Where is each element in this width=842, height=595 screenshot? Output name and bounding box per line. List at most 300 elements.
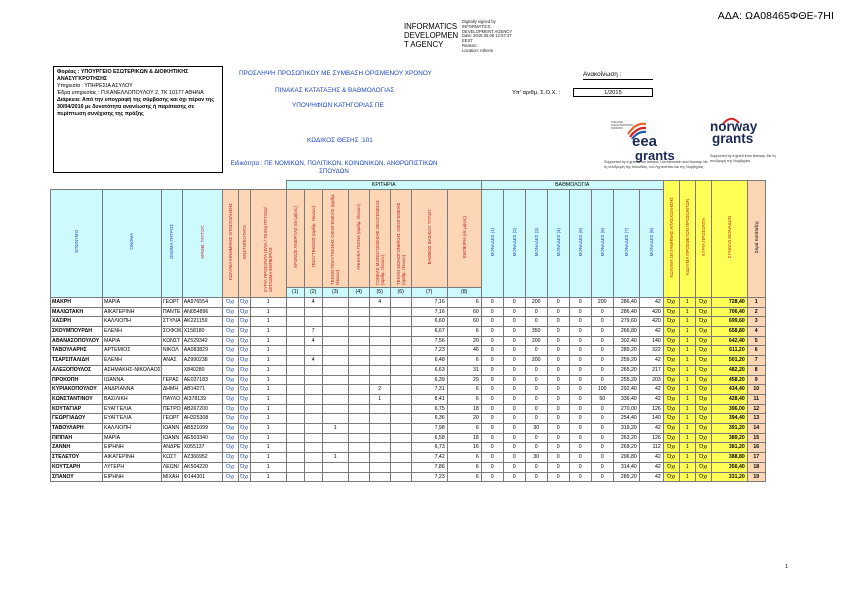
table-cell: Όχι — [222, 317, 238, 327]
sub-2: (2) — [304, 288, 322, 298]
table-cell: 7,31 — [411, 385, 447, 395]
table-cell: 0 — [569, 327, 591, 337]
table-row — [51, 414, 766, 424]
table-cell — [304, 375, 322, 385]
table-cell: 322 — [639, 346, 663, 356]
table-cell: 7,56 — [411, 336, 447, 346]
table-cell — [322, 307, 348, 317]
table-cell — [322, 414, 348, 424]
table-cell: 0 — [591, 433, 613, 443]
table-cell: 0 — [591, 453, 613, 463]
table-cell: ΚΟΥΤΣΑΡΗ — [51, 462, 103, 472]
table-cell: 0 — [569, 414, 591, 424]
table-cell: 7,16 — [411, 297, 447, 307]
foreas-text: Φορέας : ΥΠΟΥΡΓΕΙΟ ΕΣΩΤΕΡΙΚΩΝ & ΔΙΟΙΚΗΤΙΚΗΣ ΑΝΑΣΥΓΚΡΟΤΗΣΗΣ — [57, 69, 189, 82]
table-cell: 1 — [679, 453, 695, 463]
table-cell — [390, 327, 411, 337]
table-cell: 112 — [639, 443, 663, 453]
table-cell: 126 — [639, 404, 663, 414]
sub-4: (4) — [348, 288, 369, 298]
table-cell: Όχι — [663, 307, 679, 317]
table-cell — [286, 317, 304, 327]
table-cell: Όχι — [695, 297, 711, 307]
table-cell: Όχι — [695, 424, 711, 434]
norway-caption: Supported by a grant from Norway. Με τη συνδρομή της Νορβηγίας — [710, 154, 776, 163]
table-cell: Όχι — [695, 307, 711, 317]
table-cell: 0 — [547, 453, 569, 463]
table-cell: ΑΙ378139 — [182, 394, 222, 404]
table-cell: Όχι — [695, 404, 711, 414]
table-cell: 0 — [503, 336, 525, 346]
table-cell: ΤΑΒΟΥΛΑΡΗ — [51, 424, 103, 434]
table-cell — [304, 394, 322, 404]
header-eponymo: ΕΠΩΝΥΜΟ — [74, 230, 79, 253]
table-cell: 266,80 — [613, 327, 639, 337]
table-cell: 289,20 — [613, 472, 639, 482]
table-cell — [286, 404, 304, 414]
signature-line: Digitally signed by — [462, 19, 496, 24]
table-cell: 0 — [525, 462, 547, 472]
table-cell: Όχι — [238, 424, 250, 434]
header-seira: Σειρά Κατάταξης — [753, 220, 759, 254]
table-cell: 0 — [481, 356, 503, 366]
table-cell: ΑΚ221159 — [182, 317, 222, 327]
header-vathmos: ΒΑΘΜΟΣ ΒΑΣΙΚΟΥ ΤΙΤΛΟΥ — [426, 209, 432, 265]
table-cell: 1 — [250, 453, 286, 463]
table-row — [51, 375, 766, 385]
table-cell — [390, 453, 411, 463]
table-cell: ΓΕΩΡΓ — [161, 414, 182, 424]
table-cell — [369, 336, 390, 346]
table-cell — [322, 327, 348, 337]
table-cell: 1 — [322, 453, 348, 463]
header-patronymo: ΟΝΟΜΑ ΠΑΤΡΟΣ — [169, 224, 175, 260]
table-cell: 30 — [525, 424, 547, 434]
table-row — [51, 424, 766, 434]
table-cell — [369, 443, 390, 453]
table-cell: 292,40 — [613, 385, 639, 395]
table-cell — [390, 317, 411, 327]
table-cell — [390, 356, 411, 366]
table-cell: 0 — [547, 443, 569, 453]
table-cell: 1 — [322, 424, 348, 434]
table-cell: Όχι — [695, 365, 711, 375]
table-cell: Όχι — [222, 472, 238, 482]
table-cell — [304, 453, 322, 463]
table-cell: Όχι — [695, 385, 711, 395]
table-row — [51, 453, 766, 463]
table-cell: 0 — [525, 433, 547, 443]
table-cell: 0 — [481, 394, 503, 404]
table-cell: Όχι — [238, 336, 250, 346]
table-cell: 0 — [569, 346, 591, 356]
agency-line: DEVELOPMEN — [404, 31, 459, 40]
table-cell: Όχι — [238, 356, 250, 366]
heading-ypopsifion: ΥΠΟΨΗΦΙΩΝ ΚΑΤΗΓΟΡΙΑΣ ΠΕ — [292, 102, 384, 109]
table-cell: 1 — [679, 433, 695, 443]
table-cell — [348, 404, 369, 414]
table-cell: 20 — [447, 336, 481, 346]
table-cell: 428,40 — [711, 394, 747, 404]
table-cell — [348, 365, 369, 375]
table-cell: 391,20 — [711, 424, 747, 434]
table-cell: Όχι — [238, 472, 250, 482]
table-cell: Χ055137 — [182, 443, 222, 453]
table-cell — [322, 317, 348, 327]
table-cell: 0 — [547, 462, 569, 472]
table-cell — [286, 462, 304, 472]
table-cell — [286, 307, 304, 317]
table-cell: 0 — [547, 356, 569, 366]
table-cell: 42 — [639, 297, 663, 307]
table-cell — [161, 365, 182, 375]
table-cell — [369, 375, 390, 385]
table-cell — [304, 414, 322, 424]
table-cell: 0 — [503, 404, 525, 414]
table-cell: Όχι — [222, 394, 238, 404]
table-cell — [304, 472, 322, 482]
table-cell: 1 — [250, 327, 286, 337]
table-cell: 200 — [525, 336, 547, 346]
table-cell — [348, 414, 369, 424]
table-cell: Όχι — [663, 346, 679, 356]
table-cell: Όχι — [663, 336, 679, 346]
table-cell: ΓΕΩΡΓΙΑΔΟΥ — [51, 414, 103, 424]
table-cell: 4 — [369, 297, 390, 307]
table-cell: Όχι — [238, 394, 250, 404]
table-cell: 9 — [747, 375, 765, 385]
table-cell: ΒΑΣΙΛΙΚΗ — [103, 394, 162, 404]
table-cell: 0 — [503, 443, 525, 453]
table-cell: 1 — [250, 472, 286, 482]
table-cell — [390, 462, 411, 472]
table-cell: ΖΑΝΝΗ — [51, 443, 103, 453]
table-cell — [304, 307, 322, 317]
table-cell: 0 — [481, 414, 503, 424]
table-cell: 0 — [547, 317, 569, 327]
table-cell — [286, 424, 304, 434]
signature-line: Location: Athens — [462, 47, 493, 53]
table-cell — [348, 433, 369, 443]
table-cell: 0 — [547, 472, 569, 482]
table-cell: 1 — [250, 336, 286, 346]
header-m5: ΜΟΝΑΔΕΣ (5) — [577, 227, 583, 256]
table-cell: 6 — [447, 297, 481, 307]
table-cell: ΑΕ503340 — [182, 433, 222, 443]
table-cell — [390, 385, 411, 395]
table-cell: Όχι — [222, 462, 238, 472]
table-cell: 6,60 — [411, 317, 447, 327]
table-cell: 16 — [447, 443, 481, 453]
sub-1: (1) — [286, 288, 304, 298]
table-cell — [390, 365, 411, 375]
table-row — [51, 307, 766, 317]
table-cell: 6 — [447, 472, 481, 482]
table-cell: Όχι — [238, 307, 250, 317]
table-cell: 1 — [250, 462, 286, 472]
table-cell: ΕΥΑΓΓΕΛΙΑ — [103, 414, 162, 424]
header-prosthetes: ΚΩΛΥΜΑ ΠΡΟΣΘΕΤΩΝ ΠΡΟΣΟΝΤΩΝ — [684, 199, 690, 276]
table-cell — [322, 336, 348, 346]
table-cell: 0 — [569, 336, 591, 346]
table-cell: 0 — [503, 317, 525, 327]
table-cell — [322, 375, 348, 385]
table-cell: 42 — [639, 385, 663, 395]
table-cell: 0 — [481, 297, 503, 307]
table-row — [51, 472, 766, 482]
table-cell: 0 — [503, 433, 525, 443]
table-cell: Όχι — [238, 443, 250, 453]
table-cell: 0 — [481, 472, 503, 482]
norway-grants-text: grants — [712, 131, 754, 146]
sub-7: (7) — [411, 288, 447, 298]
table-cell: ΛΕΩΝΙ — [161, 462, 182, 472]
table-cell: 1 — [250, 394, 286, 404]
table-cell — [304, 462, 322, 472]
table-cell: 263,20 — [613, 433, 639, 443]
signature-line: Date: 2016.05.06 12:57:47 — [462, 33, 512, 39]
table-cell: 1 — [250, 356, 286, 366]
header-m2: ΜΟΝΑΔΕΣ (2) — [511, 227, 517, 256]
table-cell: 0 — [481, 385, 503, 395]
table-cell: 0 — [525, 472, 547, 482]
table-cell: Όχι — [663, 404, 679, 414]
table-cell: 1 — [679, 356, 695, 366]
table-cell: 0 — [525, 307, 547, 317]
table-cell: 0 — [547, 375, 569, 385]
table-cell — [286, 356, 304, 366]
table-cell: 319,20 — [613, 424, 639, 434]
table-cell: 0 — [525, 385, 547, 395]
table-cell: 0 — [503, 356, 525, 366]
table-cell: 0 — [481, 443, 503, 453]
table-cell: 0 — [569, 365, 591, 375]
table-cell: ΑΝ054896 — [182, 307, 222, 317]
table-cell: ΕΥΑΓΓΕΛΙΑ — [103, 404, 162, 414]
table-cell: Όχι — [238, 297, 250, 307]
header-anilika: ΑΝΗΛΙΚΑ ΤΕΚΝΑ (αριθμ. τέκνων) — [356, 203, 362, 270]
header-m3: ΜΟΝΑΔΕΣ (3) — [533, 227, 539, 256]
table-cell — [348, 336, 369, 346]
table-cell: Όχι — [222, 336, 238, 346]
table-cell — [304, 433, 322, 443]
digital-signature — [462, 20, 552, 54]
table-cell — [348, 424, 369, 434]
table-cell: 728,40 — [711, 297, 747, 307]
table-cell — [390, 414, 411, 424]
table-cell: 0 — [525, 375, 547, 385]
anakoinosi-label: Ανακοίνωση : — [583, 71, 622, 78]
table-row — [51, 317, 766, 327]
table-cell — [286, 336, 304, 346]
table-row — [51, 346, 766, 356]
sub-8: (8) — [447, 288, 481, 298]
table-cell: 0 — [591, 404, 613, 414]
table-cell: Όχι — [695, 327, 711, 337]
table-cell: ΑΝΔΡΕ — [161, 443, 182, 453]
table-cell: 381,20 — [711, 443, 747, 453]
table-cell — [348, 327, 369, 337]
table-cell — [369, 365, 390, 375]
iceland-logo-text: ICELAND LIECHTENSTEIN NORWAY — [611, 120, 634, 130]
table-cell: Όχι — [695, 336, 711, 346]
table-cell: 42 — [639, 462, 663, 472]
table-cell: Όχι — [222, 297, 238, 307]
table-cell: 60 — [447, 307, 481, 317]
table-cell: ΑΑ976554 — [182, 297, 222, 307]
table-cell: 0 — [569, 443, 591, 453]
table-cell: 7,98 — [411, 424, 447, 434]
table-cell — [348, 443, 369, 453]
table-cell: 0 — [591, 365, 613, 375]
table-cell: Όχι — [663, 297, 679, 307]
table-cell: 7,23 — [411, 472, 447, 482]
table-cell: 42 — [639, 356, 663, 366]
table-cell: ΛΥΓΕΡΗ — [103, 462, 162, 472]
table-cell: 699,60 — [711, 317, 747, 327]
table-cell: ΔΗΜΗ — [161, 385, 182, 395]
header-goneas: ΓΟΝΕΑΣ ΜΟΝΟΓΟΝΕΪΚΗΣ ΟΙΚΟΓΕΝΕΙΑΣ (αριθμ. τέκνων) — [374, 200, 385, 286]
table-cell: 0 — [569, 356, 591, 366]
table-cell: 501,20 — [711, 356, 747, 366]
table-cell: 0 — [569, 297, 591, 307]
table-cell: 706,40 — [711, 307, 747, 317]
table-row — [51, 297, 766, 307]
table-cell: ΑΒ14271 — [182, 385, 222, 395]
table-cell: 1 — [679, 424, 695, 434]
table-cell: 6,36 — [411, 414, 447, 424]
table-cell: 6,75 — [411, 404, 447, 414]
table-cell — [390, 424, 411, 434]
table-cell: 0 — [569, 307, 591, 317]
header-m6: ΜΟΝΑΔΕΣ (6) — [599, 227, 605, 256]
table-cell: 15 — [747, 433, 765, 443]
table-cell — [286, 327, 304, 337]
table-cell: 336,40 — [613, 394, 639, 404]
table-cell: 0 — [547, 414, 569, 424]
table-cell: Όχι — [695, 443, 711, 453]
header-teknon-polyteknis: ΤΕΚΝΟ ΠΟΛΥΤΕΚΝΗΣ ΟΙΚΟΓΕΝΕΙΑΣ (αριθμ. τέκνων) — [330, 194, 341, 286]
table-cell: 0 — [591, 336, 613, 346]
page-number: 1 — [785, 564, 789, 570]
table-cell: ΕΙΡΗΝΗ — [103, 443, 162, 453]
table-cell: ΜΑΡΙΑ — [103, 336, 162, 346]
header-m7: ΜΟΝΑΔΕΣ (7) — [623, 227, 629, 256]
table-cell: 0 — [503, 365, 525, 375]
table-cell: Όχι — [238, 365, 250, 375]
table-cell: ΠΙΠΠΑΗ — [51, 433, 103, 443]
eea-caption: Supported by a grant from Iceland, Liechtenstein and Norway. Με τη συνδρομή της Ισλανδίας, του Λιχτενστάιν και της Νορβηγίας — [604, 160, 709, 169]
table-cell — [286, 346, 304, 356]
table-cell: 1 — [250, 365, 286, 375]
table-cell: 7,86 — [411, 462, 447, 472]
table-row — [51, 394, 766, 404]
table-cell: ΑΗ325308 — [182, 414, 222, 424]
table-cell — [304, 404, 322, 414]
table-cell: 0 — [569, 453, 591, 463]
table-cell — [286, 414, 304, 424]
table-cell — [348, 356, 369, 366]
header-polyteknos: ΠΟΛΥΤΕΚΝΟΣ (αριθμ. τέκνων) — [310, 206, 316, 268]
eea-logo-text: eea — [632, 133, 658, 150]
table-cell: ΑΖ990238 — [182, 356, 222, 366]
table-cell: 1 — [747, 297, 765, 307]
table-cell: 0 — [481, 404, 503, 414]
table-cell: Όχι — [663, 453, 679, 463]
table-cell: Όχι — [238, 462, 250, 472]
table-cell: 8 — [747, 365, 765, 375]
table-cell: Όχι — [663, 424, 679, 434]
table-row — [51, 385, 766, 395]
table-row — [51, 404, 766, 414]
table-cell: 29 — [447, 375, 481, 385]
table-cell: 1 — [679, 297, 695, 307]
table-cell: Όχι — [663, 327, 679, 337]
table-cell: 0 — [591, 307, 613, 317]
table-cell: 259,20 — [613, 356, 639, 366]
table-cell: 203 — [639, 375, 663, 385]
table-cell: 0 — [569, 375, 591, 385]
table-cell: 0 — [591, 327, 613, 337]
table-cell: Όχι — [238, 375, 250, 385]
heading-eidikotita: Ειδικότητα : ΠΕ ΝΟΜΙΚΩΝ, ΠΟΛΙΤΙΚΩΝ, ΚΟΙΝΩΝΙΚΩΝ, ΑΝΘΡΩΠΙΣΤΙΚΩΝ ΣΠΟΥΔΩΝ — [230, 160, 438, 175]
table-cell: 0 — [547, 404, 569, 414]
table-cell — [322, 385, 348, 395]
table-cell: ΑΙΚΑΤΕΡΙΝΗ — [103, 307, 162, 317]
table-cell: 0 — [481, 327, 503, 337]
table-cell: 0 — [481, 433, 503, 443]
table-cell: 1 — [679, 375, 695, 385]
table-cell: 434,40 — [711, 385, 747, 395]
table-cell: 1 — [250, 414, 286, 424]
table-cell: 6,73 — [411, 443, 447, 453]
table-cell: ΚΟΥΤΑΓΙΑΡ — [51, 404, 103, 414]
ranking-table — [50, 180, 766, 482]
table-cell: 1 — [679, 317, 695, 327]
table-cell: ΑΙΚΑΤΕΡΙΝΗ — [103, 453, 162, 463]
sub-3: (3) — [322, 288, 348, 298]
table-cell: 254,40 — [613, 414, 639, 424]
table-cell: Όχι — [238, 453, 250, 463]
table-cell — [304, 365, 322, 375]
table-cell: 0 — [569, 385, 591, 395]
eea-grants-text: grants — [635, 148, 675, 163]
table-cell — [286, 433, 304, 443]
table-cell: 5 — [747, 336, 765, 346]
table-cell: Όχι — [663, 472, 679, 482]
header-kyrio-tupos: ΚΥΡΙΑ ΠΡΟΣΟΝΤΑ — [700, 218, 706, 257]
table-cell: 396,00 — [711, 404, 747, 414]
agency-line: INFORMATICS — [404, 22, 458, 31]
table-cell: 331,20 — [711, 472, 747, 482]
header-adt: ΑΡΙΘΜ. ΤΑΥΤΟΤ. — [199, 224, 205, 259]
table-cell: Όχι — [238, 346, 250, 356]
table-cell: 8,41 — [411, 394, 447, 404]
table-cell: Όχι — [222, 356, 238, 366]
table-cell: 482,20 — [711, 365, 747, 375]
table-cell: ΑΒ267200 — [182, 404, 222, 414]
table-cell: Όχι — [238, 404, 250, 414]
table-cell: 0 — [591, 462, 613, 472]
table-cell — [369, 462, 390, 472]
table-cell — [322, 433, 348, 443]
table-cell — [348, 472, 369, 482]
table-cell: 0 — [503, 462, 525, 472]
table-cell: 6 — [447, 385, 481, 395]
table-cell: 42 — [639, 327, 663, 337]
table-cell: 0 — [481, 453, 503, 463]
table-cell: ΠΡΟΚΟΠΗ — [51, 375, 103, 385]
